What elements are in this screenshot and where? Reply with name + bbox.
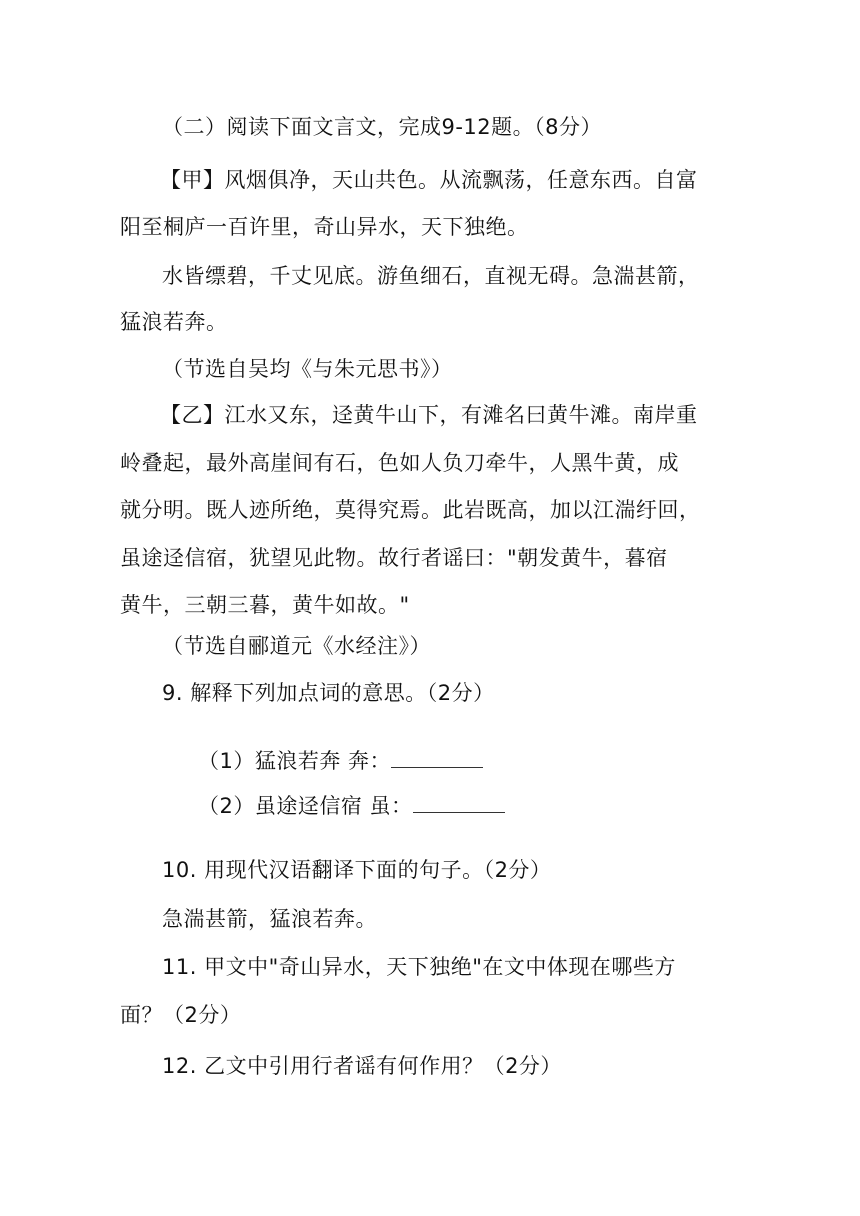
passage-yi-line-4: 虽途迳信宿，犹望见此物。故行者谣曰："朝发黄牛，暮宿 <box>120 546 668 570</box>
passage-jia-line-2: 阳至桐庐一百许里，奇山异水，天下独绝。 <box>120 215 529 239</box>
passage-yi-line-1 <box>160 401 698 429</box>
question-9-item-1 <box>198 747 483 775</box>
passage-jia-line-1 <box>160 166 728 194</box>
section-heading: （二）阅读下面文言文，完成9-12题。（8分） <box>162 115 603 139</box>
question-9-item-2 <box>198 792 505 820</box>
passage-yi-source: （节选自郦道元《水经注》） <box>162 634 431 658</box>
question-11-line-2: 面？（2分） <box>120 1003 242 1027</box>
passage-jia-line-4: 猛浪若奔。 <box>120 310 228 334</box>
question-9-item-1-text: （1）猛浪若奔 奔： <box>198 749 392 773</box>
answer-blank-2[interactable] <box>413 792 505 813</box>
passage-yi-label: 【乙】 <box>160 403 225 427</box>
question-11-line-1: 11. 甲文中"奇山异水，天下独绝"在文中体现在哪些方 <box>162 955 676 979</box>
passage-jia-line-3: 水皆缥碧，千丈见底。游鱼细石，直视无碍。急湍甚箭， <box>162 264 700 288</box>
question-10-sentence: 急湍甚箭，猛浪若奔。 <box>162 907 377 931</box>
passage-jia-source: （节选自吴均《与朱元思书》） <box>162 357 453 381</box>
passage-yi-text-1: 江水又东，迳黄牛山下，有滩名曰黄牛滩。南岸重 <box>224 403 698 427</box>
passage-yi-line-2: 岭叠起，最外高崖间有石，色如人负刀牵牛，人黑牛黄，成 <box>120 451 679 475</box>
question-9-stem: 9. 解释下列加点词的意思。（2分） <box>162 681 495 705</box>
passage-yi-line-5: 黄牛，三朝三暮，黄牛如故。" <box>120 593 410 617</box>
passage-jia-text-1: 风烟俱净，天山共色。从流飘荡，任意东西。自富 <box>224 168 698 192</box>
question-10-stem: 10. 用现代汉语翻译下面的句子。（2分） <box>162 858 552 882</box>
question-9-item-2-text: （2）虽途迳信宿 虽： <box>198 794 413 818</box>
passage-yi-line-3: 就分明。既人迹所绝，莫得究焉。此岩既高，加以江湍纡回， <box>120 498 701 522</box>
answer-blank-1[interactable] <box>391 747 483 768</box>
question-12-stem: 12. 乙文中引用行者谣有何作用？（2分） <box>162 1054 562 1078</box>
passage-jia-label: 【甲】 <box>160 168 225 192</box>
